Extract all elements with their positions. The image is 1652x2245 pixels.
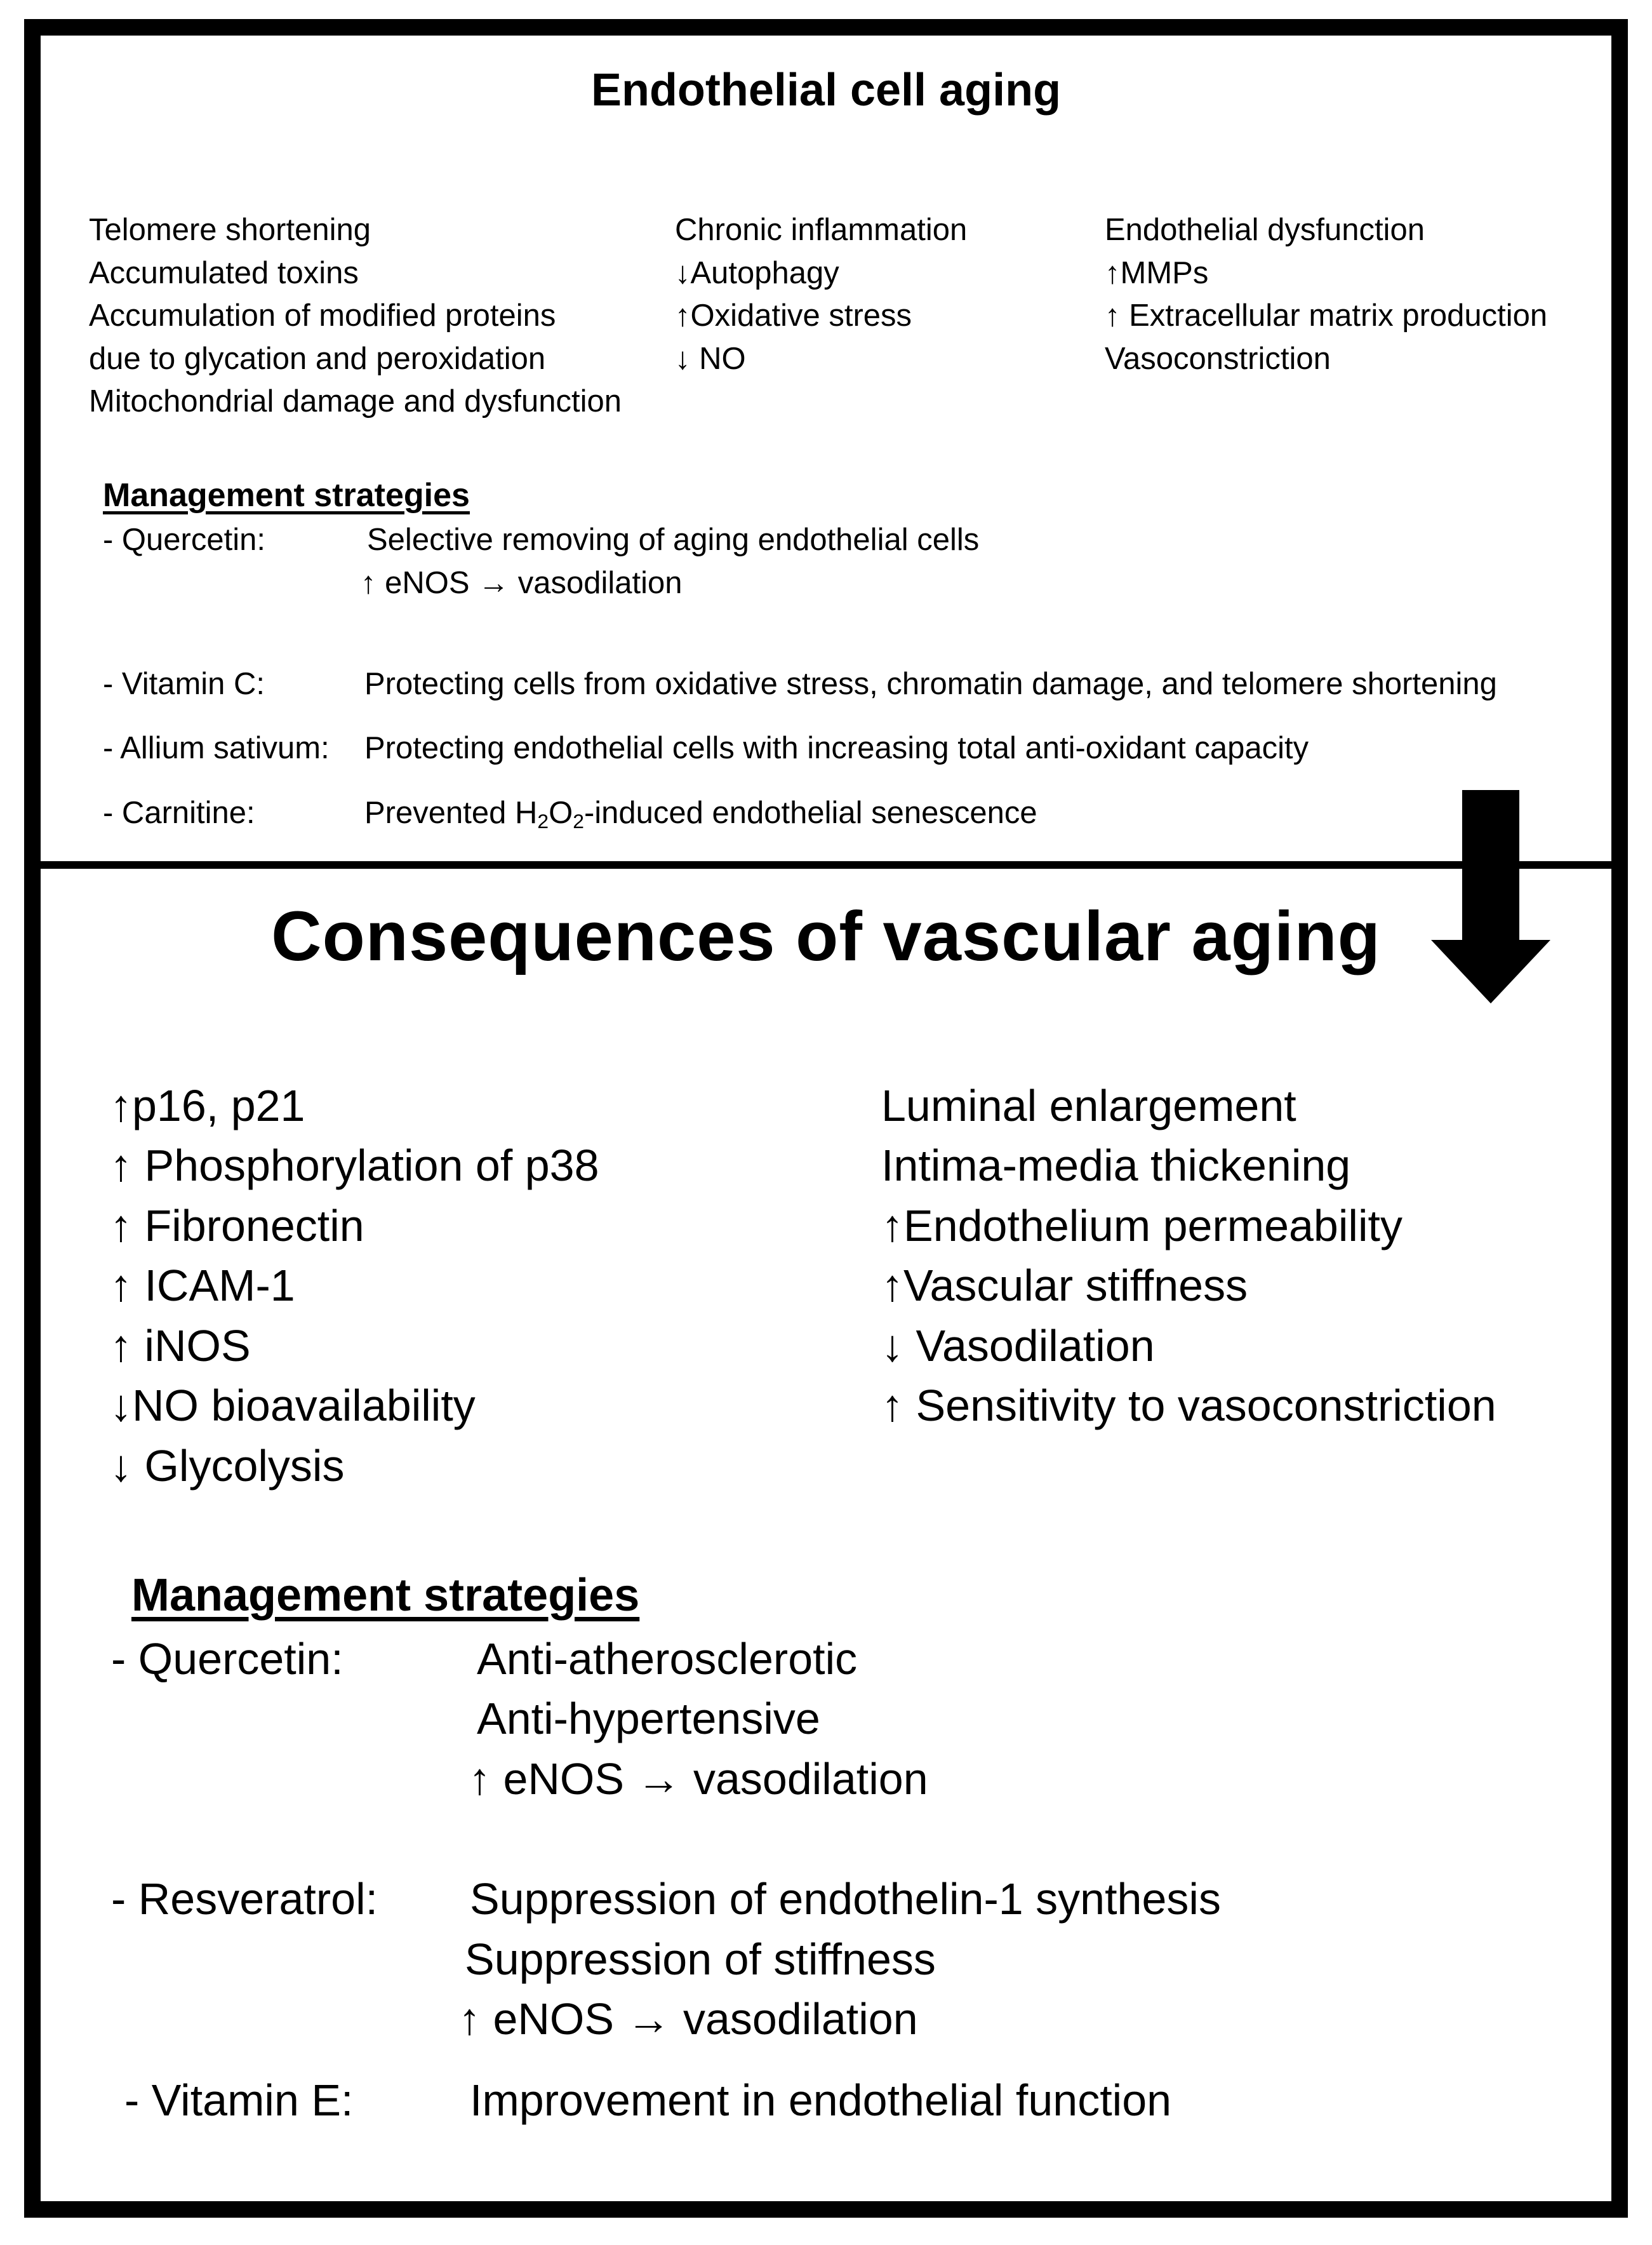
structural-change: ↑Endothelium permeability xyxy=(881,1201,1402,1250)
strategy-effect: Suppression of stiffness xyxy=(465,1934,936,1984)
molecular-change: ↑ Phosphorylation of p38 xyxy=(110,1141,599,1190)
panel-divider xyxy=(24,861,1628,869)
molecular-change: ↑ ICAM-1 xyxy=(110,1261,295,1310)
strategy-effect: Protecting endothelial cells with increasing total anti-oxidant capacity xyxy=(364,731,1309,765)
strategy-label: - Quercetin: xyxy=(103,523,265,557)
strategy-effect: ↑ eNOS → vasodilation xyxy=(458,1994,918,2044)
strategy-effect: Suppression of endothelin-1 synthesis xyxy=(470,1874,1221,1924)
structural-change: Luminal enlargement xyxy=(881,1081,1296,1130)
molecular-change: ↑ iNOS xyxy=(110,1321,251,1370)
strategy-effect: Anti-hypertensive xyxy=(477,1694,820,1743)
structural-change: ↑ Sensitivity to vasoconstriction xyxy=(881,1381,1496,1430)
effect-item: ↑MMPs xyxy=(1105,256,1209,290)
strategy-label: - Quercetin: xyxy=(111,1634,343,1684)
mechanism-item: ↓ NO xyxy=(675,342,746,376)
structural-change: ↓ Vasodilation xyxy=(881,1321,1155,1370)
cause-item: Accumulated toxins xyxy=(89,256,359,290)
strategy-effect: Prevented $H_2O_2$-induced endothelial senescence xyxy=(364,796,1037,833)
cause-item: due to glycation and peroxidation xyxy=(89,342,546,376)
cause-item: Telomere shortening xyxy=(89,213,371,247)
management-heading-bottom: Management strategies xyxy=(131,1570,640,1621)
strategy-label: - Vitamin C: xyxy=(103,667,265,701)
molecular-change: ↓ Glycolysis xyxy=(110,1441,345,1491)
strategy-label: - Allium sativum: xyxy=(103,731,330,765)
strategy-effect: Selective removing of aging endothelial cells xyxy=(367,523,980,557)
strategy-label: - Carnitine: xyxy=(103,796,255,830)
strategy-label: - Resveratrol: xyxy=(111,1874,378,1924)
management-heading-top: Management strategies xyxy=(103,477,470,514)
effect-item: Vasoconstriction xyxy=(1105,342,1331,376)
endothelial-aging-title: Endothelial cell aging xyxy=(590,65,1062,116)
molecular-change: ↑ Fibronectin xyxy=(110,1201,364,1250)
mechanism-item: ↓Autophagy xyxy=(675,256,839,290)
structural-change: ↑Vascular stiffness xyxy=(881,1261,1248,1310)
strategy-effect: ↑ eNOS → vasodilation xyxy=(469,1754,928,1804)
mechanism-item: Chronic inflammation xyxy=(675,213,968,247)
cause-item: Mitochondrial damage and dysfunction xyxy=(89,384,622,419)
effect-item: Endothelial dysfunction xyxy=(1105,213,1425,247)
strategy-label: - Vitamin E: xyxy=(124,2075,354,2125)
mechanism-item: ↑Oxidative stress xyxy=(675,298,912,333)
strategy-effect: Anti-atherosclerotic xyxy=(477,1634,858,1684)
molecular-change: ↑p16, p21 xyxy=(110,1081,305,1130)
molecular-change: ↓NO bioavailability xyxy=(110,1381,476,1430)
structural-change: Intima-media thickening xyxy=(881,1141,1351,1190)
strategy-effect: ↑ eNOS → vasodilation xyxy=(361,566,683,600)
strategy-effect: Improvement in endothelial function xyxy=(470,2075,1172,2125)
cause-item: Accumulation of modified proteins xyxy=(89,298,556,333)
vascular-aging-title: Consequences of vascular aging xyxy=(271,897,1381,975)
effect-item: ↑ Extracellular matrix production xyxy=(1105,298,1548,333)
strategy-effect: Protecting cells from oxidative stress, chromatin damage, and telomere shortening xyxy=(364,667,1497,701)
